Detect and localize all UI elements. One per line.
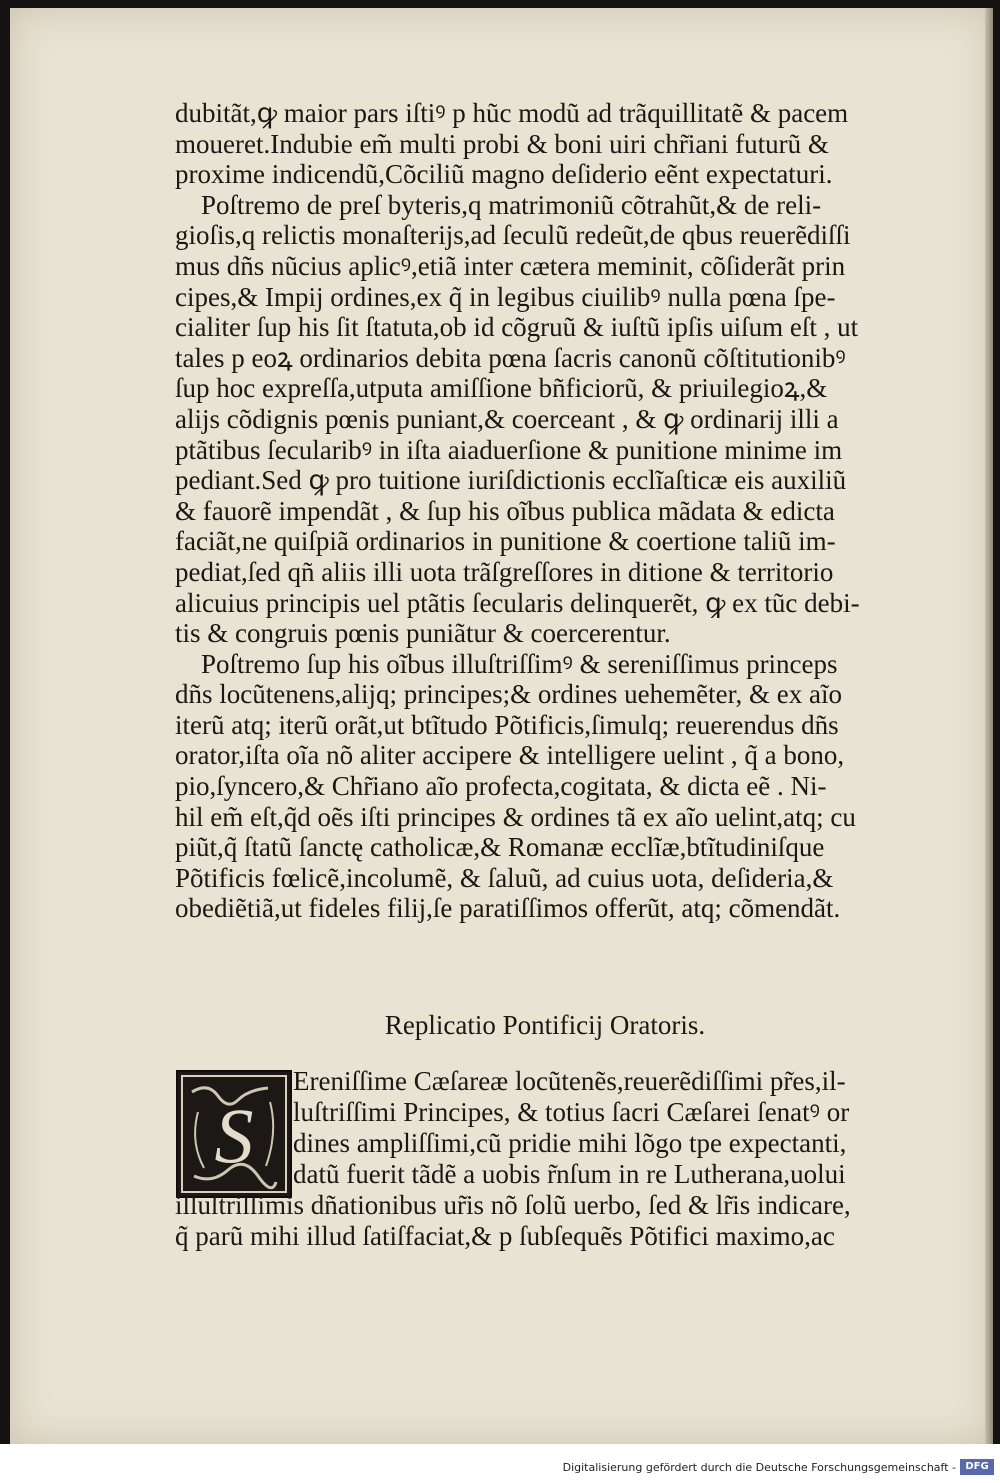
text-line: tales p eoꝝ ordinarios debita pœna ſacris canonũ cõſtitutionibꝰ: [175, 342, 846, 373]
text-line: & fauorẽ impendãt , & ſup his oĩbus publica mãdata & edicta: [175, 495, 835, 526]
text-line: faciãt,ne quiſpiã ordinarios in punitione & coertione taliũ im-: [175, 526, 836, 557]
svg-text:S: S: [214, 1092, 254, 1179]
text-line: Põtificis fœlicẽ,incolumẽ, & ſaluũ, ad cuius uota, deſideria,&: [175, 862, 834, 893]
main-text-block: [175, 98, 915, 924]
text-line: proxime indicendũ,Cõciliũ magno deſiderio eẽnt expectaturi.: [175, 159, 833, 190]
text-line: Poſtremo de preſ byteris,q matrimoniũ cõtrahũt,& de reli-: [201, 189, 822, 220]
text-line: cialiter ſup his ſit ſtatuta,ob id cõgruũ & iuſtũ ipſis uiſum eſt , ut: [175, 312, 859, 343]
text-line: dubitãt,ꝙ maior pars iſtiꝰ p hũc modũ ad trãquillitatẽ & pacem: [175, 98, 849, 128]
text-line: Ereniſſime Cæſareæ locũtenẽs,reuerẽdiſſimi pr̃es,il-: [293, 1066, 846, 1096]
text-line: dines ampliſſimi,cũ pridie mihi lõgo tpe expectanti,: [293, 1128, 847, 1158]
text-line: orator,iſta oĩa nõ aliter accipere & intelligere uelint , q̃ a bono,: [175, 740, 845, 771]
footer-credit: Digitalisierung gefördert durch die Deutsche Forschungsgemeinschaft -: [562, 1461, 956, 1474]
text-line: illuſtriſſimis dñationibus ur̃is nõ ſolũ uerbo, ſed & lr̃is indicare,: [175, 1190, 851, 1220]
page-edge: [985, 8, 993, 1444]
text-line: mus dñs nũcius aplicꝰ,etiã inter cætera meminit, cõſiderãt prin: [175, 250, 846, 281]
text-line: luſtriſſimi Principes, & totius ſacri Cæſarei ſenatꝰ or: [293, 1097, 850, 1127]
text-line: hil em̃ eſt,q̃d oẽs iſti principes & ordines tã ex aĩo uelint,atq; cu: [175, 801, 856, 832]
text-line: ptãtibus ſecularibꝰ in iſta aiaduerſione & punitione minime im: [175, 434, 843, 465]
text-line: cipes,& Impij ordines,ex q̃ in legibus ciuilibꝰ nulla pœna ſpe-: [175, 281, 836, 312]
text-line: moueret.Indubie em̃ multi probi & boni uiri chr̃iani futurũ &: [175, 128, 829, 159]
text-line: gioſis,q relictis monaſterijs,ad ſeculũ redeũt,de qbus reuerẽdiſſi: [175, 220, 851, 251]
text-line: iterũ atq; iterũ orãt,ut btĩtudo Põtificis,ſimulq; reuerendus dñs: [175, 709, 839, 740]
dfg-logo: DFG: [960, 1459, 994, 1475]
text-line: alicuius principis uel ptãtis ſecularis delinquerẽt, ꝙ ex tũc debi-: [175, 587, 860, 618]
text-line: dñs locũtenens,alijq; principes;& ordines uehemẽter, & ex aĩo: [175, 679, 842, 710]
section-heading: Replicatio Pontificij Oratoris.: [384, 1010, 706, 1040]
text-line: tis & congruis pœnis puniãtur & coercerentur.: [175, 618, 671, 649]
text-line: Poſtremo ſup his oĩbus illuſtriſſimꝰ & sereniſſimus princeps: [201, 648, 838, 679]
text-line: q̃ parũ mihi illud ſatiſfaciat,& p ſubſequẽs Põtifici maximo,ac: [175, 1221, 835, 1251]
text-line: piũt,q̃ ſtatũ ſanctę catholicæ,& Romanæ ecclĩæ,btĩtudiniſque: [175, 832, 825, 863]
text-line: pio,ſyncero,& Chr̃iano aĩo profecta,cogitata, & dicta eẽ . Ni-: [175, 771, 827, 802]
text-line: alijs cõdignis pœnis puniant,& coerceant , & ꝙ ordinarij illi a: [175, 403, 839, 434]
text-line: ſup hoc expreſſa,utputa amiſſione bñficiorũ, & priuilegioꝝ,&: [175, 373, 828, 404]
text-line: pediant.Sed ꝙ pro tuitione iuriſdictionis ecclĩaſticæ eis auxiliũ: [175, 465, 847, 496]
footer-bar: [0, 1444, 1000, 1483]
reply-text-block: [175, 1066, 915, 1252]
text-line: datũ fuerit tãdẽ a uobis r̃nſum in re Lutherana,uolui: [293, 1159, 846, 1189]
text-line: obediẽtiã,ut fideles filij,ſe paratiſſimos offerũt, atq; cõmendãt.: [175, 893, 841, 924]
text-line: pediat,ſed qñ aliis illi uota trãſgreſſores in ditione & territorio: [175, 556, 834, 587]
